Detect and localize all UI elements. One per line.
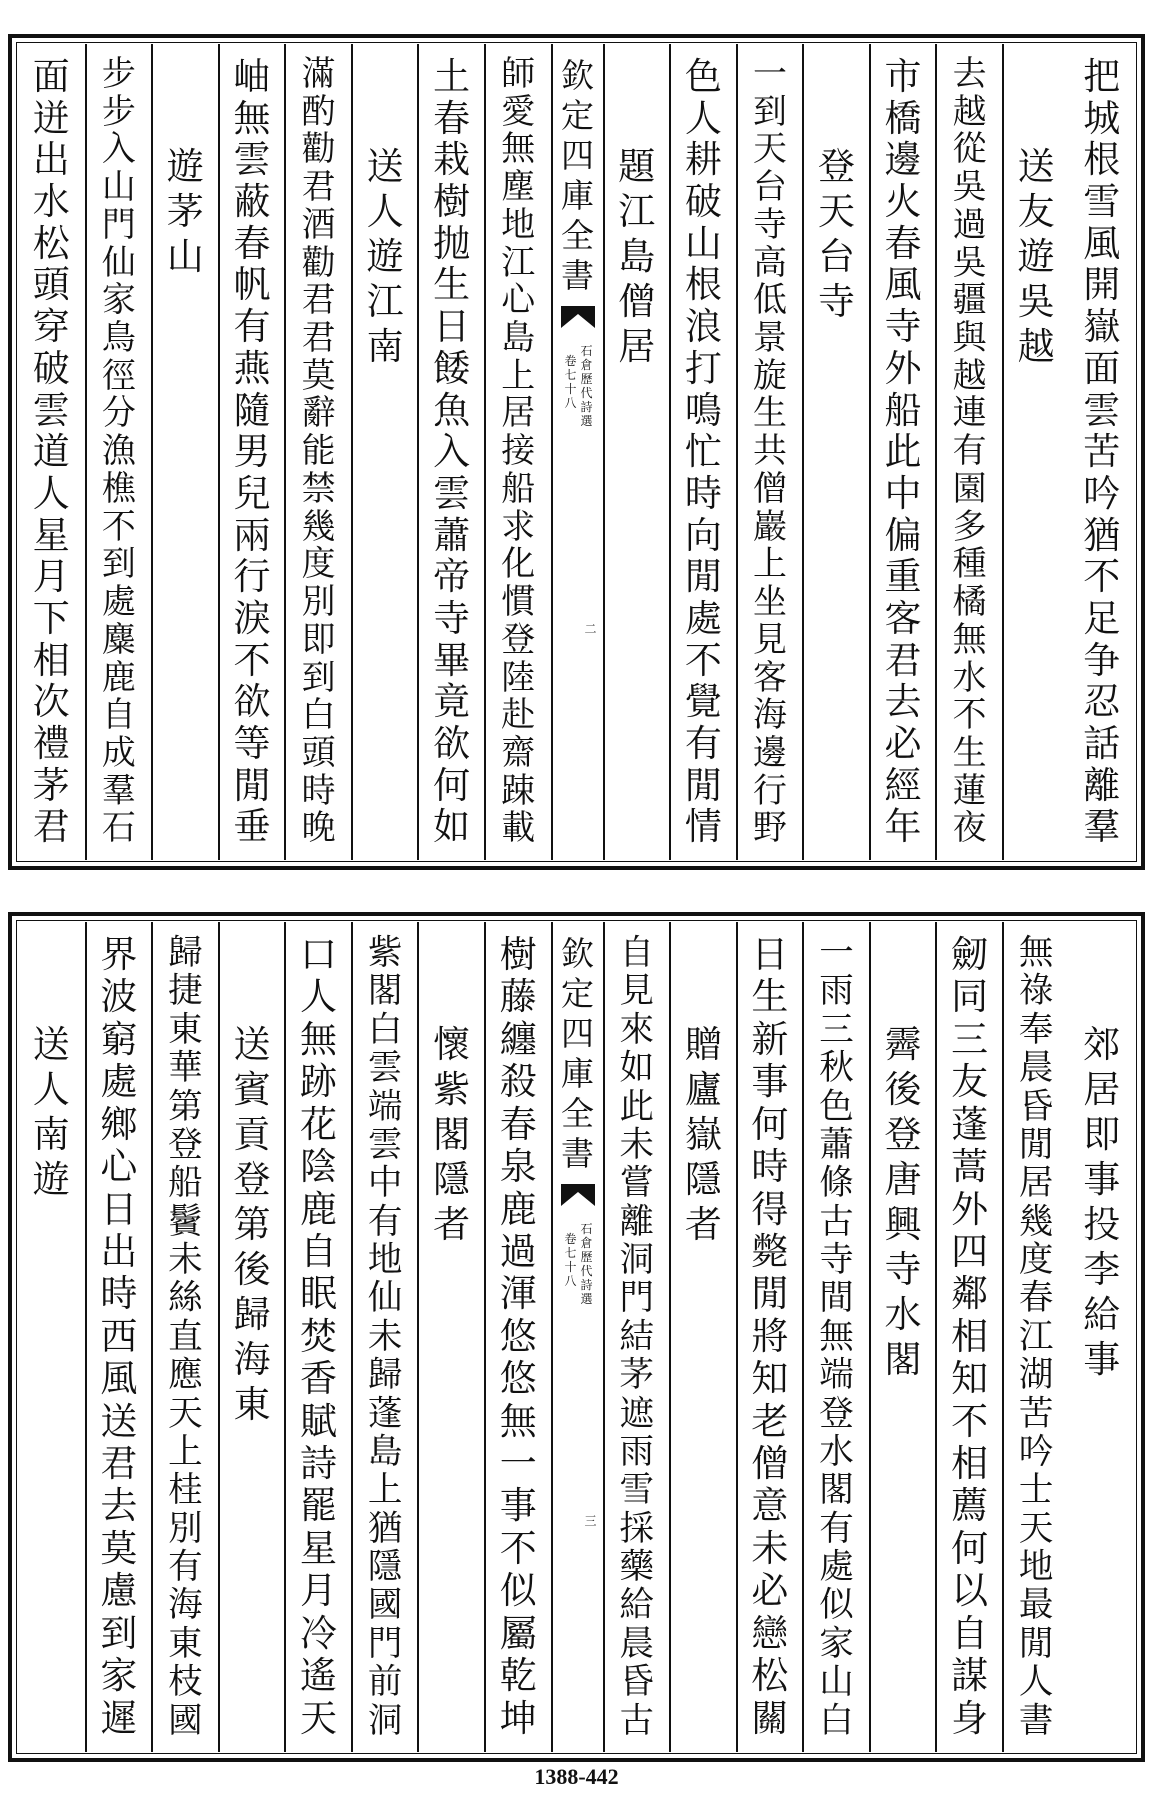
spine-title: 石 倉 歷 代 詩 選 bbox=[580, 1222, 593, 1306]
poem-title-column bbox=[1068, 922, 1135, 1752]
poem-line-column bbox=[1068, 44, 1135, 860]
upper-page bbox=[8, 34, 1145, 870]
poem-title: 送 友 遊 吳 越 bbox=[1017, 145, 1055, 368]
poem-title: 送 人 南 遊 bbox=[32, 1023, 70, 1201]
poem-title: 送 人 遊 江 南 bbox=[366, 145, 404, 368]
poem-title-column bbox=[1002, 44, 1069, 860]
upper-page-columns bbox=[18, 44, 1135, 860]
poem-text: 口 人 無 跡 花 陰 鹿 自 眠 焚 香 賦 詩 罷 星 月 冷 遙 天 bbox=[300, 933, 338, 1740]
poem-text: 師 愛 無 塵 地 江 心 島 上 居 接 船 求 化 慣 登 陸 赴 齋 踈 載 bbox=[501, 54, 536, 849]
poem-title: 贈 廬 嶽 隱 者 bbox=[684, 1023, 722, 1246]
poem-text: 界 波 窮 處 鄉 心 日 出 時 西 風 送 君 去 莫 慮 到 家 遲 bbox=[100, 933, 138, 1740]
poem-text: 自 見 來 如 此 未 嘗 離 洞 門 結 茅 遮 雨 雪 採 藥 給 晨 昏 古 bbox=[619, 933, 655, 1741]
poem-line-column bbox=[484, 44, 551, 860]
poem-line-column bbox=[18, 44, 85, 860]
poem-line-column bbox=[351, 922, 418, 1752]
poem-title-column bbox=[603, 44, 670, 860]
poem-line-column bbox=[935, 44, 1002, 860]
poem-text: 岫 無 雲 蔽 春 帆 有 燕 隨 男 兒 兩 行 淚 不 欲 等 閒 垂 bbox=[233, 55, 271, 849]
lower-page-columns bbox=[18, 922, 1135, 1752]
fishtail-mark-icon bbox=[561, 1184, 595, 1206]
poem-text: 日 生 新 事 何 時 得 斃 閒 將 知 老 僧 意 未 必 戀 松 關 bbox=[751, 933, 789, 1740]
poem-line-column bbox=[284, 44, 351, 860]
poem-text: 滿 酌 勸 君 酒 勸 君 君 莫 辭 能 禁 幾 度 別 即 到 白 頭 時 晚 bbox=[301, 54, 336, 849]
book-title: 欽 定 四 庫 全 書 bbox=[561, 934, 594, 1173]
poem-title: 遊 茅 山 bbox=[166, 145, 204, 278]
poem-title-column bbox=[869, 922, 936, 1752]
poem-title-column bbox=[802, 44, 869, 860]
poem-text: 紫 閣 白 雲 端 雲 中 有 地 仙 未 歸 蓬 島 上 猶 隱 國 門 前 洞 bbox=[367, 933, 403, 1741]
poem-line-column bbox=[802, 922, 869, 1752]
poem-title: 懷 紫 閣 隱 者 bbox=[433, 1023, 471, 1246]
poem-title: 登 天 台 寺 bbox=[817, 145, 855, 323]
poem-line-column bbox=[85, 44, 152, 860]
page-number-footer: 1388-442 bbox=[534, 1764, 619, 1789]
poem-line-column bbox=[151, 922, 218, 1752]
poem-title-column bbox=[18, 922, 85, 1752]
fishtail-mark-icon bbox=[561, 306, 595, 328]
poem-title-column bbox=[669, 922, 736, 1752]
poem-title-column bbox=[351, 44, 418, 860]
poem-text: 歸 捷 東 華 第 登 船 鬢 未 絲 直 應 天 上 桂 別 有 海 東 枝 國 bbox=[168, 933, 203, 1741]
poem-line-column bbox=[736, 922, 803, 1752]
spine-title: 石 倉 歷 代 詩 選 bbox=[580, 344, 593, 428]
poem-title: 霽 後 登 唐 興 寺 水 閣 bbox=[884, 1023, 922, 1381]
poem-line-column bbox=[417, 44, 484, 860]
center-spine-column bbox=[551, 922, 603, 1752]
poem-text: 去 越 從 吳 過 吳 疆 與 越 連 有 園 多 種 橘 無 水 不 生 蓮 夜 bbox=[952, 54, 987, 849]
poem-line-column bbox=[669, 44, 736, 860]
poem-text: 市 橋 邊 火 春 風 寺 外 船 此 中 偏 重 客 君 去 必 經 年 bbox=[884, 55, 922, 849]
poem-text: 色 人 耕 破 山 根 浪 打 鳴 忙 時 向 閒 處 不 覺 有 閒 情 bbox=[684, 55, 722, 849]
poem-text: 面 迸 出 水 松 頭 穿 破 雲 道 人 星 月 下 相 次 禮 茅 君 bbox=[32, 55, 70, 849]
poem-text: 把 城 根 雪 風 開 嶽 面 雲 苦 吟 猶 不 足 争 忍 話 離 羣 bbox=[1083, 55, 1121, 849]
poem-title-column bbox=[151, 44, 218, 860]
spine-volume: 卷 七 十 八 bbox=[564, 354, 577, 410]
poem-line-column bbox=[218, 44, 285, 860]
poem-text: 劒 同 三 友 蓬 蒿 外 四 鄰 相 知 不 相 薦 何 以 自 謀 身 bbox=[951, 933, 989, 1740]
poem-line-column bbox=[484, 922, 551, 1752]
poem-title: 題 江 島 僧 居 bbox=[618, 145, 656, 368]
spine-page-number: 三 bbox=[584, 1514, 597, 1528]
poem-title: 郊 居 即 事 投 李 給 事 bbox=[1083, 1023, 1121, 1381]
poem-line-column bbox=[284, 922, 351, 1752]
center-spine-column bbox=[551, 44, 603, 860]
poem-text: 一 雨 三 秋 色 蕭 條 古 寺 間 無 端 登 水 閣 有 處 似 家 山 白 bbox=[819, 933, 854, 1741]
poem-text: 無 祿 奉 晨 昏 閒 居 幾 度 春 江 湖 苦 吟 士 天 地 最 閒 人 書 bbox=[1018, 933, 1054, 1741]
poem-line-column bbox=[935, 922, 1002, 1752]
spine-page-number: 二 bbox=[584, 622, 597, 636]
poem-line-column bbox=[85, 922, 152, 1752]
poem-title: 送 賓 貢 登 第 後 歸 海 東 bbox=[233, 1023, 271, 1426]
poem-title-column bbox=[218, 922, 285, 1752]
poem-line-column bbox=[603, 922, 670, 1752]
poem-text: 步 步 入 山 門 仙 家 鳥 徑 分 漁 樵 不 到 處 麋 鹿 自 成 羣 石 bbox=[101, 54, 136, 849]
poem-text: 土 春 栽 樹 抛 生 日 餧 魚 入 雲 蕭 帝 寺 畢 竟 欲 何 如 bbox=[433, 55, 471, 849]
poem-text: 一 到 天 台 寺 高 低 景 旋 生 共 僧 巖 上 坐 見 客 海 邊 行 野 bbox=[752, 54, 787, 849]
lower-page bbox=[8, 912, 1145, 1762]
poem-text: 樹 藤 纏 殺 春 泉 鹿 過 渾 悠 悠 無 一 事 不 似 屬 乾 坤 bbox=[499, 933, 537, 1740]
poem-title-column bbox=[417, 922, 484, 1752]
book-title: 欽 定 四 庫 全 書 bbox=[561, 56, 594, 295]
poem-line-column bbox=[869, 44, 936, 860]
spine-volume: 卷 七 十 八 bbox=[564, 1232, 577, 1288]
poem-line-column bbox=[736, 44, 803, 860]
poem-line-column bbox=[1002, 922, 1069, 1752]
